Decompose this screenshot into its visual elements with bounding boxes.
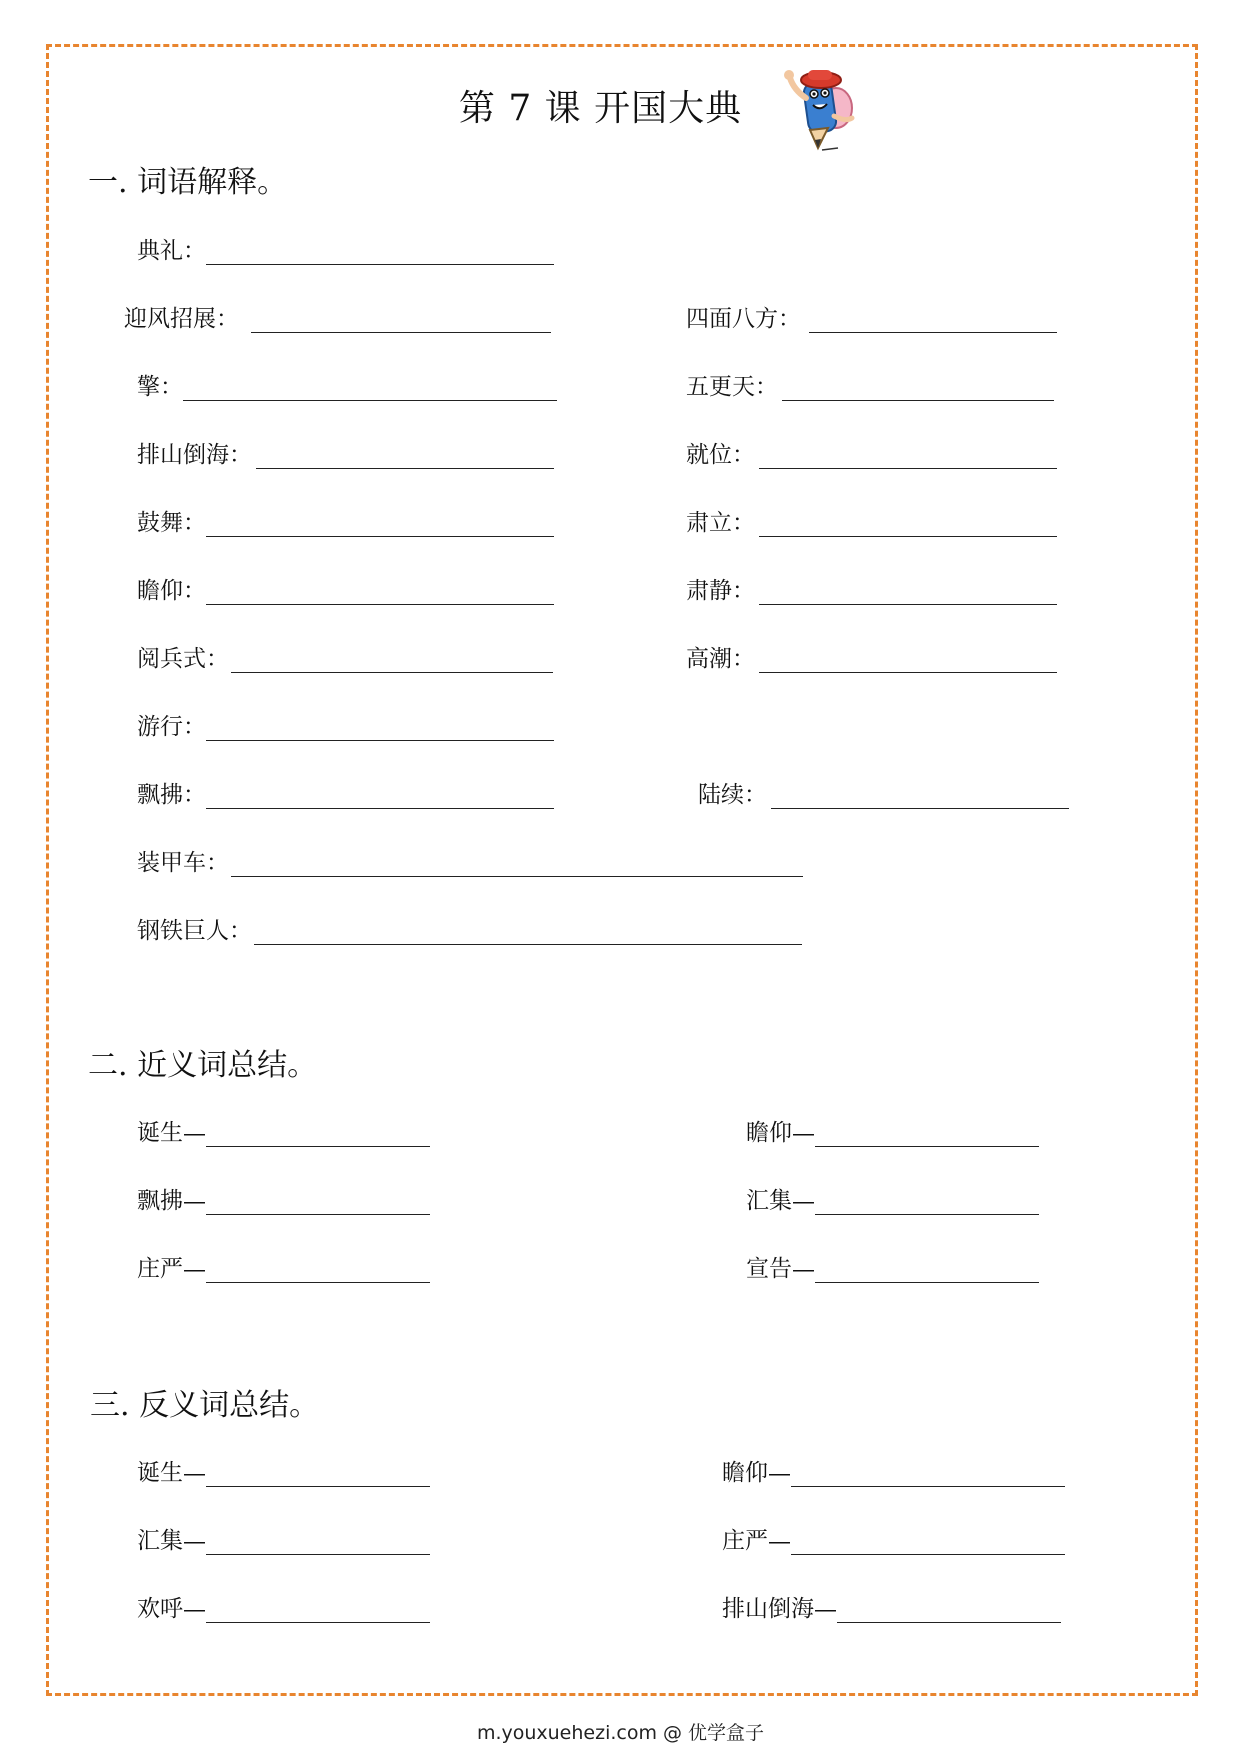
synonym-row: 宣告— [746, 1250, 1039, 1283]
word: 诞生 [137, 1120, 183, 1146]
vocab-row [137, 368, 557, 401]
synonym-row: 庄严— [137, 1250, 430, 1283]
answer-line[interactable] [815, 1258, 1039, 1283]
vocab-row [698, 776, 1069, 809]
vocab-term: 五更天： [686, 374, 778, 400]
footer-watermark: m.youxuehezi.com @ 优学盒子 [476, 1722, 765, 1744]
antonym-row: 欢呼— [137, 1590, 430, 1623]
answer-line[interactable] [251, 308, 551, 333]
section-heading-1: 一. 词语解释。 [88, 165, 288, 200]
answer-line[interactable] [206, 1190, 430, 1215]
vocab-term: 肃立： [686, 510, 755, 536]
page-title: 第 7 课 开国大典 [458, 88, 743, 129]
vocab-row [137, 844, 803, 877]
vocab-row [686, 640, 1057, 673]
vocab-row [686, 436, 1057, 469]
answer-line[interactable] [771, 784, 1069, 809]
vocab-row [137, 708, 554, 741]
vocab-row [137, 640, 553, 673]
synonym-row: 瞻仰— [746, 1114, 1039, 1147]
answer-line[interactable] [231, 852, 803, 877]
vocab-term: 肃静： [686, 578, 755, 604]
answer-line[interactable] [231, 648, 553, 673]
synonym-row: 飘拂— [137, 1182, 430, 1215]
answer-line[interactable] [809, 308, 1057, 333]
vocab-term: 游行： [137, 714, 206, 740]
vocab-row [686, 504, 1057, 537]
vocab-term: 就位： [686, 442, 755, 468]
antonym-row: 庄严— [722, 1522, 1065, 1555]
section-heading-2: 二. 近义词总结。 [88, 1048, 318, 1083]
vocab-term: 阅兵式： [137, 646, 229, 672]
word: 汇集 [746, 1188, 792, 1214]
answer-line[interactable] [206, 1258, 430, 1283]
vocab-term: 擎： [137, 374, 183, 400]
vocab-term: 瞻仰： [137, 578, 206, 604]
answer-line[interactable] [759, 512, 1057, 537]
word: 庄严 [137, 1256, 183, 1282]
answer-line[interactable] [782, 376, 1054, 401]
answer-line[interactable] [815, 1190, 1039, 1215]
answer-line[interactable] [206, 716, 554, 741]
vocab-row [686, 300, 1057, 333]
vocab-term: 飘拂： [137, 782, 206, 808]
answer-line[interactable] [791, 1530, 1065, 1555]
vocab-row [686, 572, 1057, 605]
answer-line[interactable] [206, 1122, 430, 1147]
answer-line[interactable] [256, 444, 554, 469]
word: 汇集 [137, 1528, 183, 1554]
vocab-term: 四面八方： [686, 306, 801, 332]
answer-line[interactable] [206, 512, 554, 537]
word: 飘拂 [137, 1188, 183, 1214]
antonym-row: 排山倒海— [722, 1590, 1061, 1623]
word: 诞生 [137, 1460, 183, 1486]
vocab-term: 钢铁巨人： [137, 918, 252, 944]
vocab-term: 典礼： [137, 238, 206, 264]
word: 排山倒海 [722, 1596, 814, 1622]
vocab-term: 迎风招展： [124, 306, 239, 332]
vocab-row [124, 300, 551, 333]
answer-line[interactable] [206, 580, 554, 605]
antonym-row: 瞻仰— [722, 1454, 1065, 1487]
word: 庄严 [722, 1528, 768, 1554]
vocab-term: 陆续： [698, 782, 767, 808]
vocab-term: 装甲车： [137, 850, 229, 876]
answer-line[interactable] [791, 1462, 1065, 1487]
vocab-row [137, 912, 802, 945]
word: 欢呼 [137, 1596, 183, 1622]
answer-line[interactable] [206, 1530, 430, 1555]
section-heading-3: 三. 反义词总结。 [90, 1388, 320, 1423]
word: 宣告 [746, 1256, 792, 1282]
answer-line[interactable] [759, 648, 1057, 673]
answer-line[interactable] [206, 240, 554, 265]
answer-line[interactable] [206, 1462, 430, 1487]
vocab-row [686, 368, 1054, 401]
vocab-row [137, 504, 554, 537]
pencil-mascot-icon [776, 60, 872, 156]
vocab-term: 高潮： [686, 646, 755, 672]
word: 瞻仰 [746, 1120, 792, 1146]
answer-line[interactable] [206, 1598, 430, 1623]
synonym-row: 诞生— [137, 1114, 430, 1147]
vocab-term: 排山倒海： [137, 442, 252, 468]
antonym-row: 汇集— [137, 1522, 430, 1555]
vocab-row [137, 232, 554, 265]
answer-line[interactable] [815, 1122, 1039, 1147]
answer-line[interactable] [254, 920, 802, 945]
answer-line[interactable] [759, 580, 1057, 605]
antonym-row: 诞生— [137, 1454, 430, 1487]
answer-line[interactable] [206, 784, 554, 809]
answer-line[interactable] [759, 444, 1057, 469]
vocab-row [137, 436, 554, 469]
vocab-row [137, 776, 554, 809]
vocab-row [137, 572, 554, 605]
word: 瞻仰 [722, 1460, 768, 1486]
vocab-term: 鼓舞： [137, 510, 206, 536]
answer-line[interactable] [183, 376, 557, 401]
synonym-row: 汇集— [746, 1182, 1039, 1215]
answer-line[interactable] [837, 1598, 1061, 1623]
